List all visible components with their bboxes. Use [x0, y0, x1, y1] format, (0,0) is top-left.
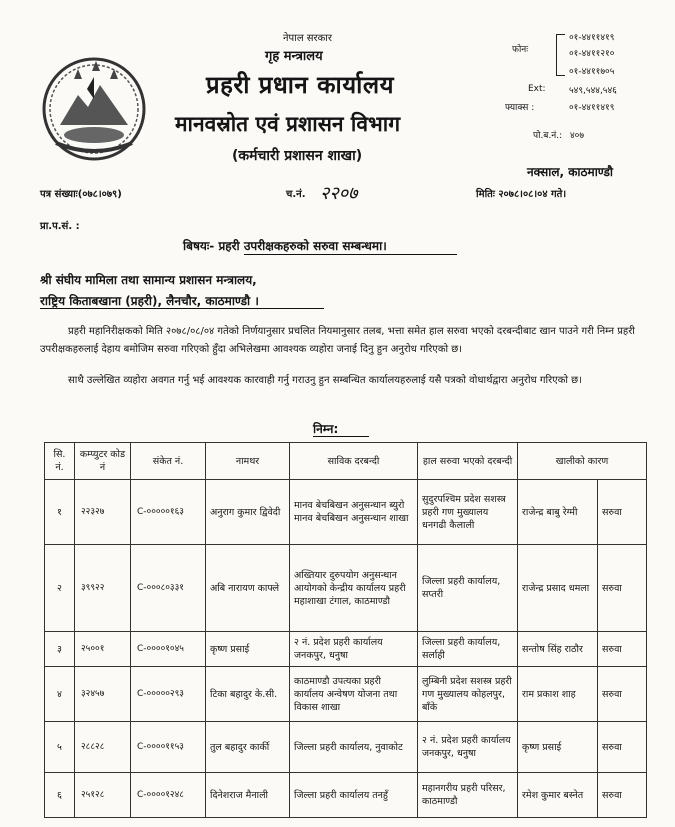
cell-sn: ४ — [45, 667, 75, 722]
table-row — [45, 667, 647, 722]
cell-previous-post: जिल्ला प्रहरी कार्यालय, नुवाकोट — [290, 722, 418, 773]
table-row — [45, 545, 647, 632]
phone-1: ०१-४४११४१९ — [569, 33, 615, 43]
cell-current-post: २ नं. प्रदेश प्रहरी कार्यालय जनकपुर, धनुषा — [418, 722, 518, 773]
cell-sanket: C-०००००२९३ — [131, 667, 206, 722]
recipient-line-1: श्री संघीय मामिला तथा सामान्य प्रशासन मन्त्रालय, — [40, 273, 257, 287]
phone-bracket — [556, 34, 565, 76]
cell-reason: सरुवा — [598, 722, 647, 773]
cell-current-post: जिल्ला प्रहरी कार्यालय, सर्लाही — [418, 632, 518, 667]
cell-reason: सरुवा — [598, 480, 647, 545]
header-code: कम्प्युटर कोड नं — [75, 443, 131, 480]
cell-vacant-by: रमेश कुमार बस्नेत — [518, 773, 598, 818]
cell-code: २८८२८ — [75, 722, 131, 773]
office-address: नक्साल, काठमाण्डौ — [527, 165, 614, 179]
cell-code: २५१२८ — [75, 773, 131, 818]
cell-vacant-by: राजेन्द्र प्रसाद धमला — [518, 545, 598, 632]
dispatch-label: च.नं. — [286, 189, 306, 200]
cell-previous-post: अख्तियार दुरुपयोग अनुसन्धान आयोगको केन्द्रीय कार्यालय प्रहरी महाशाखा टंगाल, काठमाण्डौ — [290, 545, 418, 632]
body-paragraph-1: प्रहरी महानिरीक्षकको मिति २०७८/०८/०४ गतेको निर्णयानुसार प्रचलित नियमानुसार तलब, भत्ता समेत हाल सरुवा भएको दरबन्दीबाट खान पाउने गरी निम्न प्रहरी उपरीक्षकहरुलाई देहाय बमोजिम सरुवा गरिएको हुँदा अभिलेखमा आवश्यक व्यहोरा जनाई दिनु हुन अनुरोध गरिएको छ। — [40, 326, 635, 355]
cell-name: टिका बहादुर के.सी. — [206, 667, 290, 722]
cell-current-post: महानगरीय प्रहरी परिसर, काठमाण्डौ — [418, 773, 518, 818]
cell-sanket: C-००००१०४५ — [131, 632, 206, 667]
dispatch-number: २२०७ — [320, 183, 358, 204]
cell-name: अनुराग कुमार द्विवेदी — [206, 480, 290, 545]
table-row — [45, 773, 647, 818]
cell-name: दिनेशराज मैनाली — [206, 773, 290, 818]
fax-label: फ्याक्स : — [505, 103, 535, 113]
list-heading: निम्न: — [313, 422, 339, 436]
cell-code: २५००१ — [75, 632, 131, 667]
list-heading-underline — [313, 436, 369, 437]
header-previous-post: साविक दरबन्दी — [290, 443, 418, 480]
cell-previous-post: जिल्ला प्रहरी कार्यालय तनहुँ — [290, 773, 418, 818]
cell-vacant-by: राम प्रकाश शाह — [518, 667, 598, 722]
prapasa-label: प्रा.प.सं. : — [40, 221, 80, 232]
government-label: नेपाल सरकार — [283, 33, 332, 44]
cell-code: २२३२७ — [75, 480, 131, 545]
cell-code: ३९९२२ — [75, 545, 131, 632]
ext-label: Ext: — [528, 84, 546, 94]
cell-reason: सरुवा — [598, 667, 647, 722]
cell-name: तुल बहादुर कार्की — [206, 722, 290, 773]
cell-sn: १ — [45, 480, 75, 545]
cell-sanket: C-०००८०३३१ — [131, 545, 206, 632]
cell-previous-post: काठमाण्डौ उपत्यका प्रहरी कार्यालय अन्वेषण योजना तथा विकास शाखा — [290, 667, 418, 722]
table-header-row — [45, 443, 647, 480]
department-name: मानवस्रोत एवं प्रशासन विभाग — [175, 112, 401, 136]
header-sn: सि. नं. — [45, 443, 75, 480]
nepal-emblem-icon — [40, 55, 148, 163]
phone-label: फोनः — [512, 45, 529, 55]
cell-previous-post: २ नं. प्रदेश प्रहरी कार्यालय जनकपुर, धनुषा — [290, 632, 418, 667]
recipient-line-2: राष्ट्रिय किताबखाना (प्रहरी), लैनचौर, काठमाण्डौ । — [40, 294, 259, 308]
body-paragraph-2: साथै उल्लेखित व्यहोरा अवगत गर्नु भई आवश्यक कारवाही गर्नु गराउनु हुन सम्बन्धित कार्यालयहरुलाई यसै पत्रको वोधार्थद्वारा अनुरोध गरिएको छ। — [68, 375, 582, 386]
cell-sanket: C-००००१२४८ — [131, 773, 206, 818]
phone-3: ०१-४४११७०५ — [569, 67, 615, 77]
ministry-name: गृह मन्त्रालय — [265, 49, 323, 64]
fax-value: ०१-४४११४१९ — [569, 103, 615, 113]
cell-vacant-by: राजेन्द्र बाबु रेग्मी — [518, 480, 598, 545]
phone-2: ०१-४४११२१० — [569, 49, 615, 59]
cell-name: अबि नारायण काफ्ले — [206, 545, 290, 632]
pobox-value: ४०७ — [570, 131, 585, 141]
section-name: (कर्मचारी प्रशासन शाखा) — [232, 148, 363, 164]
header-name: नामथर — [206, 443, 290, 480]
office-name: प्रहरी प्रधान कार्यालय — [206, 71, 395, 99]
table-row — [45, 480, 647, 545]
recipient-underline — [40, 308, 324, 309]
pobox-label: पो.ब.नं.: — [533, 131, 563, 141]
cell-previous-post: मानव बेचबिखन अनुसन्धान ब्युरो मानव बेचबिखन अनुसन्धान शाखा — [290, 480, 418, 545]
cell-vacant-by: कृष्ण प्रसाई — [518, 722, 598, 773]
cell-sn: ५ — [45, 722, 75, 773]
letter-date: मितिः २०७८।०८।०४ गते। — [476, 189, 567, 200]
subject-line: बिषयः- प्रहरी उपरीक्षकहरुको सरुवा सम्बन्धमा। — [183, 239, 387, 253]
table-row — [45, 632, 647, 667]
header-current-post: हाल सरुवा भएको दरबन्दी — [418, 443, 518, 480]
cell-sn: ३ — [45, 632, 75, 667]
cell-name: कृष्ण प्रसाई — [206, 632, 290, 667]
cell-current-post: जिल्ला प्रहरी कार्यालय, सप्तरी — [418, 545, 518, 632]
cell-reason: सरुवा — [598, 545, 647, 632]
cell-reason: सरुवा — [598, 773, 647, 818]
header-sanket: संकेत नं. — [131, 443, 206, 480]
cell-vacant-by: सन्तोष सिंह राठौर — [518, 632, 598, 667]
ext-value: ५४९,५४४,५४६ — [569, 86, 617, 96]
cell-sanket: C-०००००१६३ — [131, 480, 206, 545]
cell-current-post: लुम्बिनी प्रदेश सशस्त्र प्रहरी गण मुख्यालय कोहलपुर, बाँके — [418, 667, 518, 722]
transfer-table — [44, 442, 647, 818]
cell-current-post: सुदुरपश्चिम प्रदेश सशस्त्र प्रहरी गण मुख्यालय धनगढी कैलाली — [418, 480, 518, 545]
letter-number: पत्र संख्याः(०७८।०७९) — [40, 189, 122, 200]
cell-sn: २ — [45, 545, 75, 632]
header-vacancy-reason: खालीको कारण — [518, 443, 647, 480]
table-row — [45, 722, 647, 773]
subject-underline — [244, 254, 457, 255]
cell-code: ३२४५७ — [75, 667, 131, 722]
cell-reason: सरुवा — [598, 632, 647, 667]
cell-sn: ६ — [45, 773, 75, 818]
cell-sanket: C-००००११५३ — [131, 722, 206, 773]
